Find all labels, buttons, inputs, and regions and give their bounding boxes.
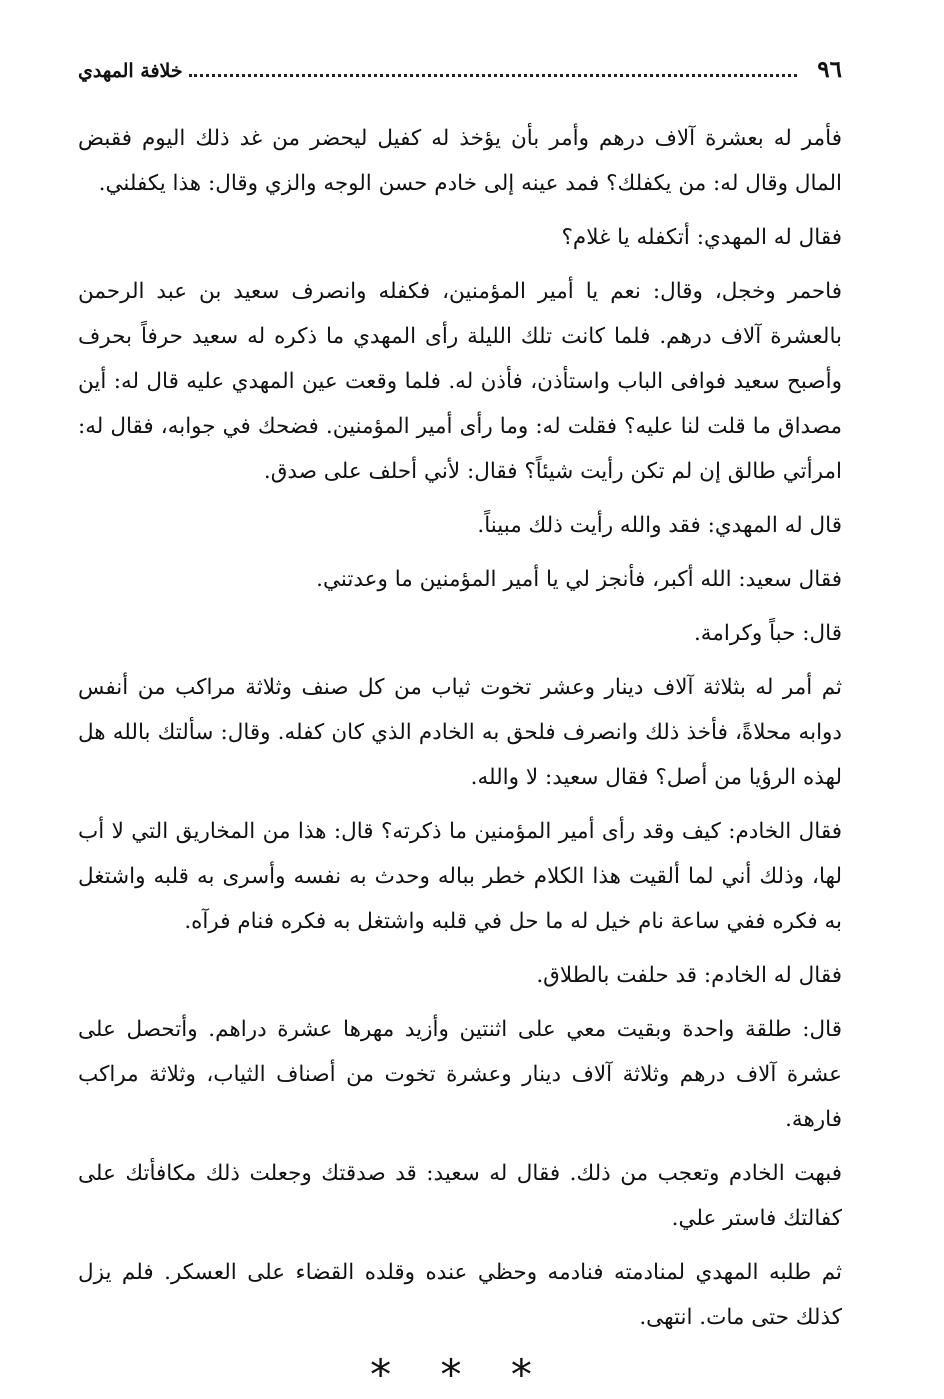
- paragraph: فقال له المهدي: أتكفله يا غلام؟: [561, 225, 842, 250]
- header-leader-dots: [189, 73, 798, 77]
- paragraph: فبهت الخادم وتعجب من ذلك. فقال له سعيد: قد صدقتك وجعلت ذلك مكافأتك على كفالتك فاستر علي.: [78, 1161, 842, 1231]
- paragraph: قال له المهدي: فقد والله رأيت ذلك مبيناً.: [477, 513, 842, 538]
- page-number: ٩٦: [817, 56, 842, 83]
- paragraph: فقال له الخادم: قد حلفت بالطلاق.: [536, 963, 842, 988]
- book-page: [78, 56, 842, 1399]
- paragraph: فقال الخادم: كيف وقد رأى أمير المؤمنين ما ذكرته؟ قال: هذا من المخاريق التي لا أب لها، وذلك أني لما ألقيت هذا الكلام خطر بباله وحدث به نفسه وأسرى به قلبه واشتغل به فكره ففي ساعة نام خيل له ما حل في قلبه واشتغل به فكره فنام فرآه.: [78, 819, 842, 934]
- paragraph: فأمر له بعشرة آلاف درهم وأمر بأن يؤخذ له كفيل ليحضر من غد ذلك اليوم فقبض المال وقال له: من يكفلك؟ فمد عينه إلى خادم حسن الوجه والزي وقال: هذا يكفلني.: [78, 126, 842, 196]
- running-header: [78, 56, 842, 98]
- body-text: [78, 116, 842, 1340]
- paragraph: فقال سعيد: الله أكبر، فأنجز لي يا أمير المؤمنين ما وعدتني.: [316, 567, 842, 592]
- paragraph: ثم طلبه المهدي لمنادمته فنادمه وحظي عنده وقلده القضاء على العسكر. فلم يزل كذلك حتى مات. انتهى.: [78, 1260, 842, 1330]
- paragraph: قال: طلقة واحدة وبقيت معي على اثنتين وأزيد مهرها عشرة دراهم. وأتحصل على عشرة آلاف درهم وثلاثة آلاف دينار وعشرة تخوت من أصناف الثياب، وثلاثة مراكب فارهة.: [78, 1017, 842, 1132]
- section-divider-asterisks: * * *: [370, 1350, 550, 1399]
- paragraph: قال: حباً وكرامة.: [693, 621, 842, 646]
- paragraph: فاحمر وخجل، وقال: نعم يا أمير المؤمنين، فكفله وانصرف سعيد بن عبد الرحمن بالعشرة آلاف درهم. فلما كانت تلك الليلة رأى المهدي ما ذكره له سعيد حرفاً بحرف وأصبح سعيد فوافى الباب واستأذن، فأذن له. فلما وقعت عين المهدي عليه قال له: أين مصداق ما قلت لنا عليه؟ فقلت له: وما رأى أمير المؤمنين. فضحك في جوابه، فقال له: امرأتي طالق إن لم تكن رأيت شيئاً؟ فقال: لأني أحلف على صدق.: [78, 279, 842, 484]
- paragraph: ثم أمر له بثلاثة آلاف دينار وعشر تخوت ثياب من كل صنف وثلاثة مراكب من أنفس دوابه محلاةً، فأخذ ذلك وانصرف فلحق به الخادم الذي كان كفله. وقال: سألتك بالله هل لهذه الرؤيا من أصل؟ فقال سعيد: لا والله.: [78, 675, 842, 790]
- running-title: خلافة المهدي: [78, 60, 183, 82]
